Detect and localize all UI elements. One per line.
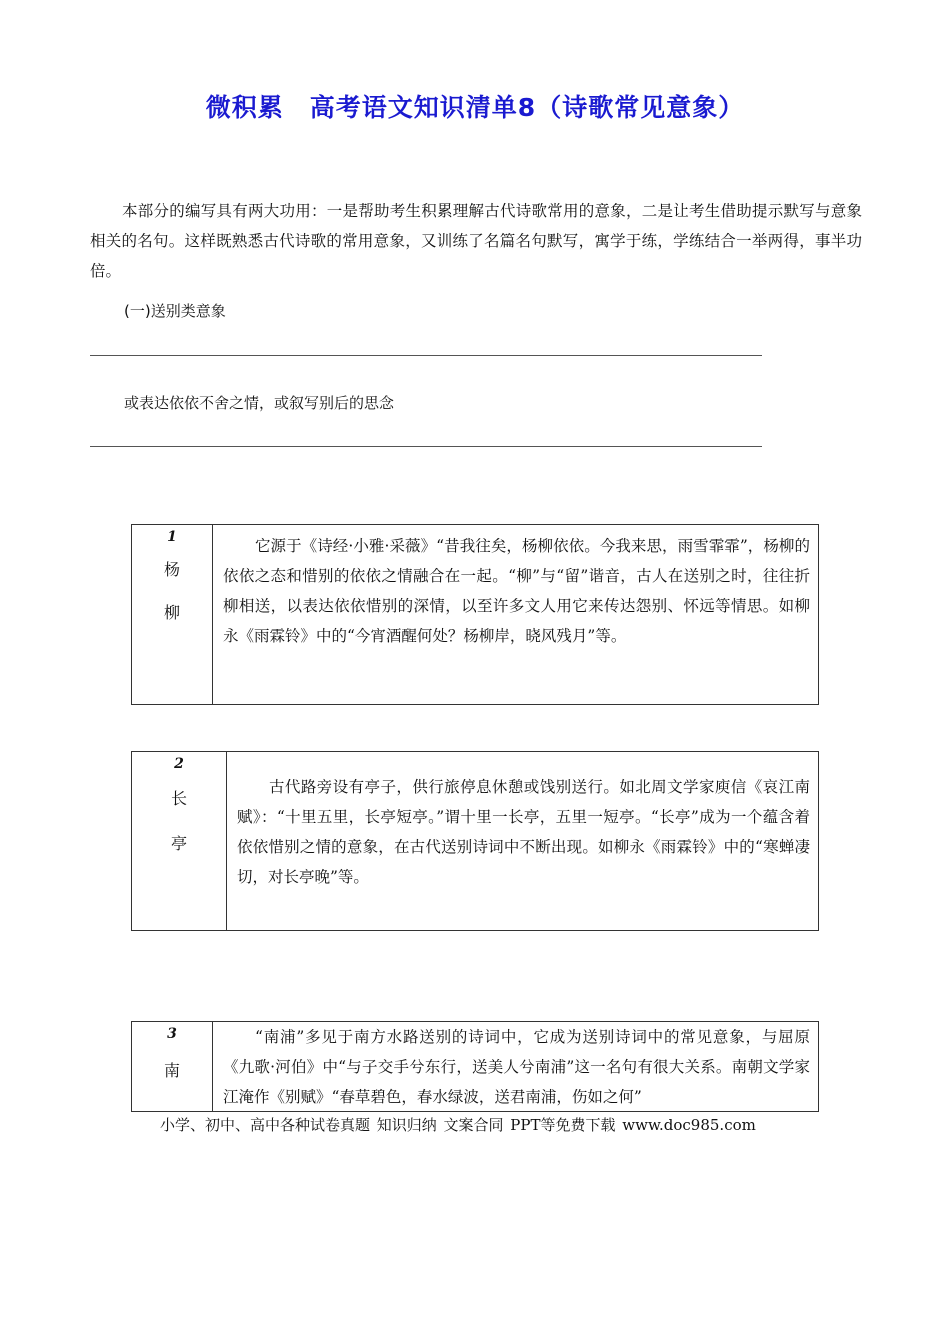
page-title: 微积累 高考语文知识清单8（诗歌常见意象） xyxy=(205,93,745,122)
imagery-card-2 xyxy=(131,751,819,931)
card-char-1: 杨 xyxy=(163,560,180,579)
card-text: 古代路旁设有亭子，供行旅停息休憩或饯别送行。如北周文学家庾信《哀江南赋》：“十里五里，长亭短亭。”谓十里一长亭，五里一短亭。“长亭”成为一个蕴含着依依惜别之情的意象，在古代送别诗词中不断出现。如柳永《雨霖铃》中的“寒蝉凄切，对长亭晚”等。 xyxy=(237,778,810,886)
card-char-2: 亭 xyxy=(170,834,187,853)
imagery-card-1 xyxy=(131,524,819,705)
card-text: 它源于《诗经·小雅·采薇》“昔我往矣，杨柳依依。今我来思，雨雪霏霏”，杨柳的依依之态和惜别的依依之情融合在一起。“柳”与“留”谐音，古人在送别之时，往往折柳相送，以表达依依惜别的深情，以至许多文人用它来传达怨别、怀远等情思。如柳永《雨霖铃》中的“今宵酒醒何处？杨柳岸，晓风残月”等。 xyxy=(223,537,810,645)
section-note: 或表达依依不舍之情，或叙写别后的思念 xyxy=(124,394,395,412)
footer-text: 小学、初中、高中各种试卷真题 知识归纳 文案合同 PPT等免费下载 www.doc985.com xyxy=(160,1116,756,1134)
card-char-1: 南 xyxy=(163,1061,180,1080)
card-number: 2 xyxy=(174,756,184,772)
intro-paragraph: 本部分的编写具有两大功用：一是帮助考生积累理解古代诗歌常用的意象，二是让考生借助提示默写与意象相关的名句。这样既熟悉古代诗歌的常用意象，又训练了名篇名句默写，寓学于练，学练结合一举两得，事半功倍。 xyxy=(90,202,862,280)
imagery-card-3 xyxy=(131,1021,819,1112)
blank-line-2 xyxy=(90,446,762,447)
card-text: “南浦”多见于南方水路送别的诗词中，它成为送别诗词中的常见意象，与屈原《九歌·河伯》中“与子交手兮东行，送美人兮南浦”这一名句有很大关系。南朝文学家江淹作《别赋》“春草碧色，春水绿波，送君南浦，伤如之何” xyxy=(223,1028,810,1106)
card-number: 1 xyxy=(167,529,177,545)
blank-line-1 xyxy=(90,355,762,356)
card-char-1: 长 xyxy=(170,789,187,808)
card-number: 3 xyxy=(167,1026,177,1042)
section-heading: (一)送别类意象 xyxy=(124,302,226,320)
card-char-2: 柳 xyxy=(163,603,180,622)
